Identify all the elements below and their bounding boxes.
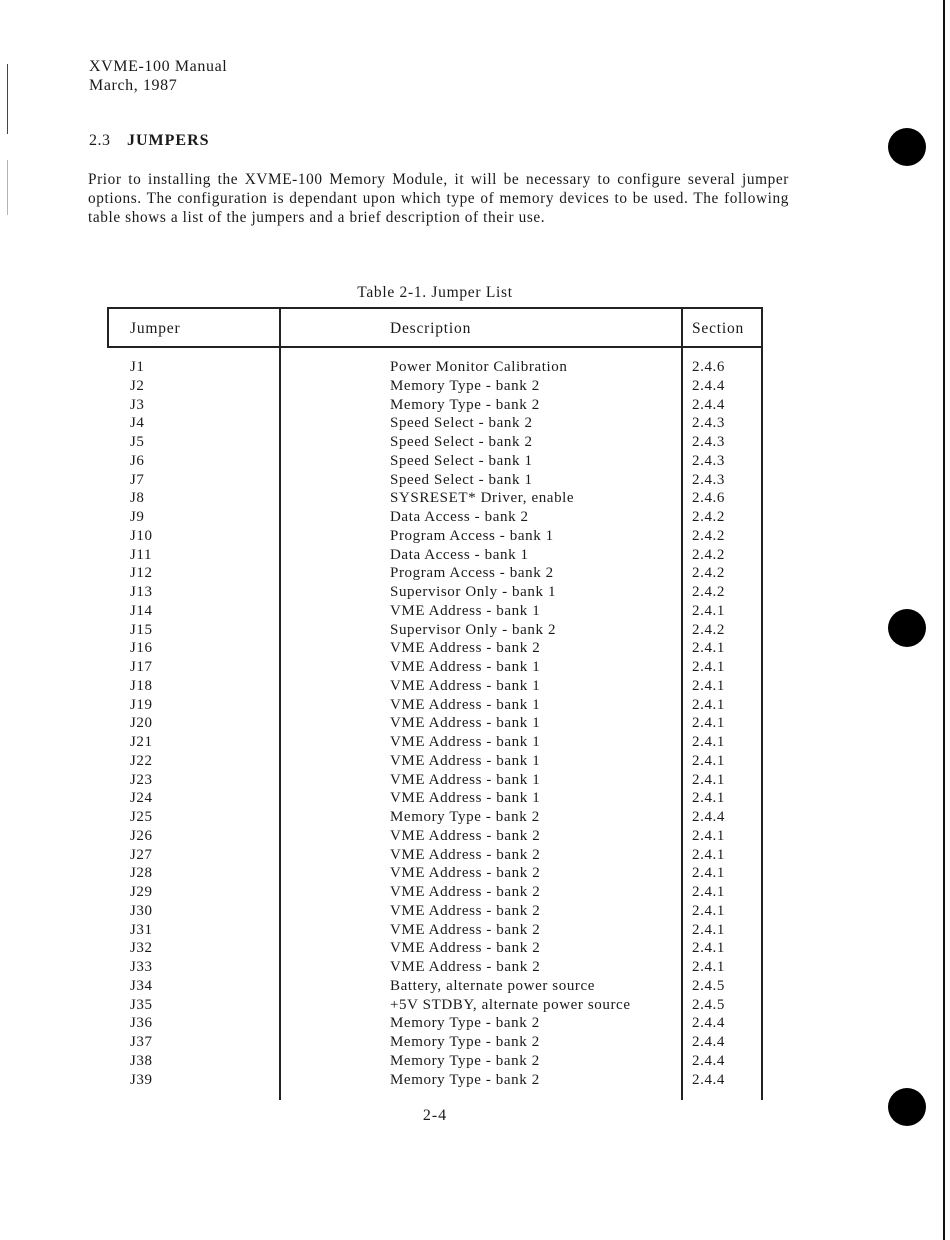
table-row [0,902,950,921]
jumper-cell: J35 [130,996,153,1013]
description-cell: Speed Select - bank 2 [390,434,533,450]
table-row [0,546,950,565]
jumper-cell: J3 [130,396,145,413]
section-cell: 2.4.3 [692,415,725,432]
jumper-cell: J19 [130,696,153,713]
description-cell: VME Address - bank 1 [390,771,541,788]
manual-date: March, 1987 [89,77,178,94]
description-cell: Speed Select - bank 1 [390,471,533,488]
jumper-cell: J29 [130,884,153,900]
jumper-cell: J2 [130,377,145,394]
description-cell: VME Address - bank 2 [390,640,541,657]
jumper-cell: J31 [130,921,153,938]
description-cell: VME Address - bank 2 [390,940,541,957]
description-cell: Supervisor Only - bank 1 [390,584,557,600]
table-row [0,564,950,583]
left-margin-tick [7,160,8,215]
description-cell: VME Address - bank 1 [390,677,541,694]
description-cell: VME Address - bank 2 [390,921,541,938]
section-cell: 2.4.4 [692,377,725,394]
description-cell: Memory Type - bank 2 [390,1015,540,1032]
description-cell: Speed Select - bank 1 [390,452,533,469]
section-cell: 2.4.1 [692,696,725,713]
section-cell: 2.4.4 [692,396,725,413]
table-row [0,1071,950,1090]
section-cell: 2.4.3 [692,434,725,450]
jumper-cell: J18 [130,677,153,694]
table-caption: Table 2-1. Jumper List [357,284,513,301]
table-row [0,752,950,771]
section-cell: 2.4.3 [692,452,725,469]
description-cell: Data Access - bank 1 [390,546,529,563]
table-left-border [107,307,109,348]
punch-hole-top [888,128,926,166]
jumper-cell: J8 [130,490,145,507]
description-cell: Memory Type - bank 2 [390,1071,540,1088]
table-row [0,714,950,733]
section-cell: 2.4.2 [692,565,725,582]
table-header-rule [107,346,763,348]
jumper-cell: J22 [130,752,153,769]
description-cell: Battery, alternate power source [390,977,596,994]
section-cell: 2.4.1 [692,846,725,863]
jumper-cell: J16 [130,640,153,657]
table-row [0,1052,950,1071]
description-cell: Program Access - bank 1 [390,527,554,544]
description-cell: VME Address - bank 1 [390,659,541,675]
description-cell: Memory Type - bank 2 [390,809,540,825]
column-header-section: Section [692,320,745,337]
table-row [0,939,950,958]
jumper-cell: J33 [130,959,153,975]
description-cell: Memory Type - bank 2 [390,396,540,413]
section-title: JUMPERS [127,132,210,149]
section-cell: 2.4.6 [692,490,725,507]
jumper-cell: J37 [130,1034,153,1050]
section-cell: 2.4.1 [692,959,725,975]
table-top-rule [107,307,763,309]
section-cell: 2.4.2 [692,621,725,638]
table-row [0,621,950,640]
manual-title: XVME-100 Manual [89,58,228,75]
section-cell: 2.4.1 [692,734,725,750]
description-cell: Power Monitor Calibration [390,359,568,375]
jumper-cell: J15 [130,621,153,638]
description-cell: Memory Type - bank 2 [390,1052,540,1069]
description-cell: VME Address - bank 2 [390,959,541,975]
jumper-cell: J7 [130,471,145,488]
jumper-cell: J23 [130,771,153,788]
jumper-cell: J5 [130,434,145,450]
table-row [0,883,950,902]
description-cell: +5V STDBY, alternate power source [390,996,631,1013]
table-row [0,958,950,977]
section-cell: 2.4.2 [692,509,725,525]
column-header-description: Description [390,320,472,337]
jumper-cell: J1 [130,359,145,375]
section-cell: 2.4.4 [692,1015,725,1032]
jumper-cell: J28 [130,865,153,882]
jumper-cell: J34 [130,977,153,994]
table-row [0,846,950,865]
section-cell: 2.4.1 [692,640,725,657]
jumper-cell: J24 [130,790,153,807]
description-cell: VME Address - bank 2 [390,827,541,844]
table-row [0,808,950,827]
section-cell: 2.4.1 [692,771,725,788]
page-number: 2-4 [422,1107,448,1124]
table-row [0,789,950,808]
table-row [0,452,950,471]
description-cell: VME Address - bank 1 [390,602,541,619]
jumper-cell: J21 [130,734,153,750]
section-cell: 2.4.1 [692,902,725,919]
intro-paragraph: Prior to installing the XVME-100 Memory Module, it will be necessary to configure several jumper options. The configuration is dependant upon which type of memory devices to be used. The following table shows a list of the jumpers and a brief description of their use. [88,171,789,227]
table-row [0,996,950,1015]
table-row [0,1033,950,1052]
table-row [0,508,950,527]
section-cell: 2.4.5 [692,996,725,1013]
section-cell: 2.4.1 [692,602,725,619]
table-body [0,358,950,1089]
section-cell: 2.4.4 [692,1071,725,1088]
table-row [0,489,950,508]
section-number: 2.3 [89,132,111,149]
section-cell: 2.4.4 [692,809,725,825]
section-cell: 2.4.1 [692,884,725,900]
table-row [0,527,950,546]
section-cell: 2.4.4 [692,1034,725,1050]
jumper-cell: J30 [130,902,153,919]
left-margin-mark [7,64,8,134]
table-row [0,1014,950,1033]
description-cell: VME Address - bank 1 [390,790,541,807]
table-row [0,977,950,996]
jumper-cell: J14 [130,602,153,619]
table-row [0,658,950,677]
table-row [0,827,950,846]
jumper-cell: J9 [130,509,145,525]
description-cell: SYSRESET* Driver, enable [390,490,575,507]
description-cell: VME Address - bank 2 [390,902,541,919]
jumper-cell: J20 [130,715,153,732]
jumper-cell: J12 [130,565,153,582]
description-cell: Supervisor Only - bank 2 [390,621,557,638]
table-row [0,377,950,396]
jumper-cell: J36 [130,1015,153,1032]
jumper-cell: J39 [130,1071,153,1088]
table-row [0,864,950,883]
jumper-cell: J17 [130,659,153,675]
section-cell: 2.4.1 [692,827,725,844]
section-cell: 2.4.1 [692,715,725,732]
section-cell: 2.4.1 [692,659,725,675]
description-cell: VME Address - bank 2 [390,846,541,863]
jumper-cell: J13 [130,584,153,600]
jumper-cell: J38 [130,1052,153,1069]
section-cell: 2.4.2 [692,584,725,600]
section-cell: 2.4.1 [692,865,725,882]
jumper-cell: J32 [130,940,153,957]
description-cell: VME Address - bank 1 [390,734,541,750]
column-header-jumper: Jumper [130,320,181,337]
section-heading [89,132,210,150]
section-cell: 2.4.4 [692,1052,725,1069]
description-cell: VME Address - bank 1 [390,696,541,713]
description-cell: VME Address - bank 1 [390,715,541,732]
table-row [0,433,950,452]
jumper-cell: J6 [130,452,145,469]
section-cell: 2.4.1 [692,677,725,694]
section-cell: 2.4.3 [692,471,725,488]
section-cell: 2.4.1 [692,940,725,957]
section-cell: 2.4.5 [692,977,725,994]
section-cell: 2.4.2 [692,546,725,563]
description-cell: Program Access - bank 2 [390,565,554,582]
section-cell: 2.4.2 [692,527,725,544]
description-cell: VME Address - bank 2 [390,884,541,900]
section-cell: 2.4.1 [692,752,725,769]
table-row [0,639,950,658]
jumper-cell: J4 [130,415,145,432]
table-row [0,771,950,790]
table-row [0,396,950,415]
table-row [0,733,950,752]
description-cell: VME Address - bank 2 [390,865,541,882]
section-cell: 2.4.1 [692,790,725,807]
punch-hole-bottom [888,1088,926,1126]
table-row [0,358,950,377]
table-row [0,471,950,490]
description-cell: Memory Type - bank 2 [390,1034,540,1050]
table-row [0,583,950,602]
jumper-cell: J25 [130,809,153,825]
description-cell: Speed Select - bank 2 [390,415,533,432]
table-row [0,602,950,621]
jumper-cell: J10 [130,527,153,544]
table-row [0,921,950,940]
jumper-cell: J26 [130,827,153,844]
description-cell: VME Address - bank 1 [390,752,541,769]
description-cell: Data Access - bank 2 [390,509,529,525]
jumper-cell: J11 [130,546,153,563]
jumper-cell: J27 [130,846,153,863]
section-cell: 2.4.6 [692,359,725,375]
table-row [0,696,950,715]
section-cell: 2.4.1 [692,921,725,938]
table-row [0,414,950,433]
table-row [0,677,950,696]
description-cell: Memory Type - bank 2 [390,377,540,394]
